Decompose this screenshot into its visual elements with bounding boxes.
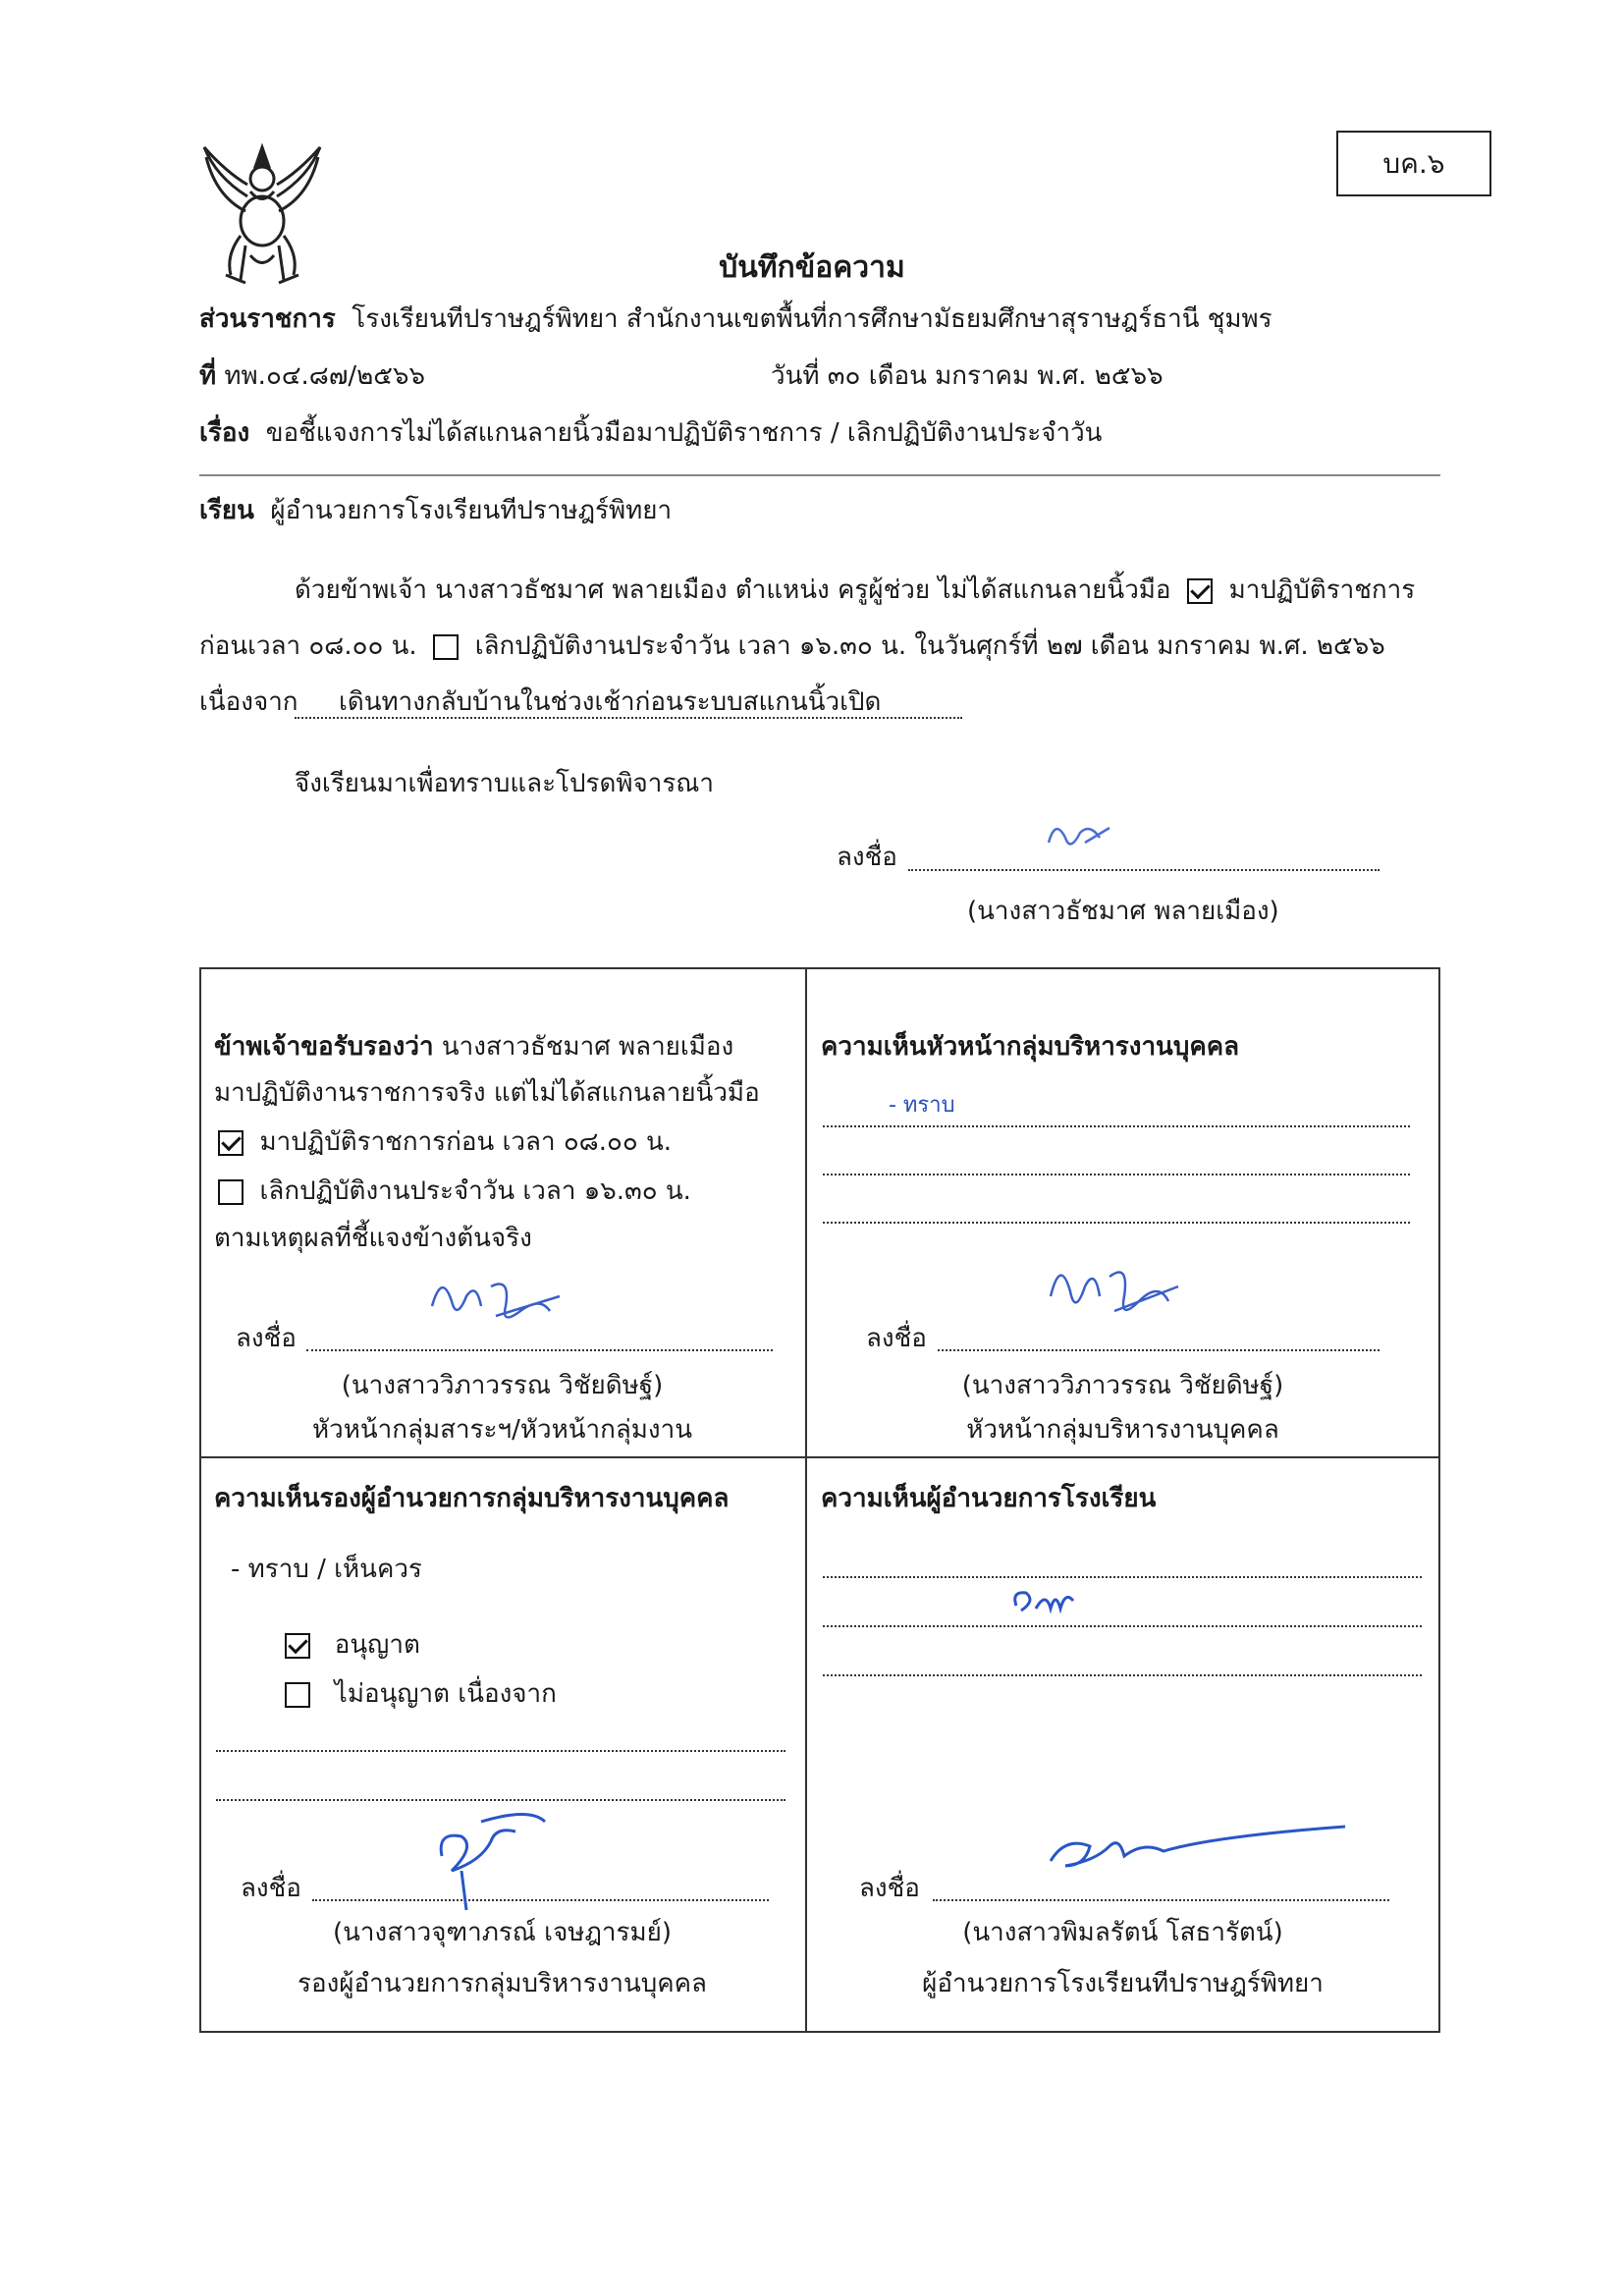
tr-dotline-1 bbox=[823, 1125, 1410, 1127]
br-sign-dotline bbox=[933, 1899, 1389, 1901]
br-title: ความเห็นผู้อำนวยการโรงเรียน bbox=[821, 1484, 1157, 1513]
ref-label: ที่ bbox=[199, 361, 217, 391]
table-vertical-divider bbox=[805, 967, 807, 2033]
bl-name: (นางสาวจุฑาภรณ์ เจษฎารมย์) bbox=[333, 1918, 672, 1947]
tl-name: (นางสาววิภาวรรณ วิชัยดิษฐ์) bbox=[341, 1371, 664, 1400]
bl-position: รองผู้อำนวยการกลุ่มบริหารงานบุคคล bbox=[298, 1969, 707, 1998]
bl-dotline-1 bbox=[216, 1750, 785, 1752]
tl-position: หัวหน้ากลุ่มสาระฯ/หัวหน้ากลุ่มงาน bbox=[312, 1415, 692, 1445]
tl-line-2: มาปฏิบัติงานราชการจริง แต่ไม่ได้สแกนลายนิ้วมือ bbox=[214, 1078, 760, 1108]
tl-opt2-row bbox=[218, 1174, 691, 1209]
tl-opt2-checkbox[interactable] bbox=[218, 1179, 244, 1205]
agency-label: ส่วนราชการ bbox=[199, 304, 336, 334]
ref-value: ทพ.๐๔.๘๗/๒๕๖๖ bbox=[224, 361, 425, 391]
tr-dotline-3 bbox=[823, 1222, 1410, 1224]
br-name: (นางสาวพิมลรัตน์ โสธารัตน์) bbox=[962, 1918, 1283, 1947]
reason-value: เดินทางกลับบ้านในช่วงเช้าก่อนระบบสแกนนิ้วเปิด bbox=[339, 687, 882, 717]
arrive-checkbox[interactable] bbox=[1187, 578, 1213, 604]
para-text-1: ด้วยข้าพเจ้า นางสาวธัชมาศ พลายเมือง ตำแหน่ง ครูผู้ช่วย ไม่ได้สแกนลายนิ้วมือ bbox=[295, 575, 1171, 605]
br-dotline-3 bbox=[823, 1674, 1422, 1676]
subject-label: เรื่อง bbox=[199, 418, 250, 448]
br-sign-label: ลงชื่อ bbox=[859, 1874, 920, 1903]
closing-text: จึงเรียนมาเพื่อทราบและโปรดพิจารณา bbox=[295, 769, 715, 798]
tl-opt1-row bbox=[218, 1124, 672, 1160]
reason-row bbox=[199, 684, 298, 720]
tr-title: ความเห็นหัวหน้ากลุ่มบริหารงานบุคคล bbox=[821, 1032, 1240, 1062]
br-position: ผู้อำนวยการโรงเรียนทีปราษฎร์พิทยา bbox=[922, 1969, 1324, 1998]
tl-title-bold: ข้าพเจ้าขอรับรองว่า bbox=[214, 1032, 434, 1062]
reason-label: เนื่องจาก bbox=[199, 687, 298, 717]
tl-sign-dotline bbox=[306, 1349, 773, 1351]
bl-opt2-label: ไม่อนุญาต เนื่องจาก bbox=[334, 1679, 557, 1709]
para-text-2: ก่อนเวลา ๐๘.๐๐ น. bbox=[199, 631, 417, 661]
tr-comment: - ทราบ bbox=[889, 1093, 955, 1118]
bl-opt1-checkbox[interactable] bbox=[285, 1633, 310, 1659]
date-label: วันที่ bbox=[771, 361, 820, 391]
tl-opt1-checkbox[interactable] bbox=[218, 1130, 244, 1156]
subject-value: ขอชี้แจงการไม่ได้สแกนลายนิ้วมือมาปฏิบัติราชการ / เลิกปฏิบัติงานประจำวัน bbox=[265, 418, 1103, 448]
bl-opt2-row bbox=[285, 1676, 557, 1712]
leave-checkbox[interactable] bbox=[433, 634, 459, 660]
tl-opt2-label: เลิกปฏิบัติงานประจำวัน เวลา ๑๖.๓๐ น. bbox=[259, 1176, 691, 1206]
bl-dotline-2 bbox=[216, 1799, 785, 1801]
tr-sign-label: ลงชื่อ bbox=[866, 1324, 927, 1353]
main-sign-dotline bbox=[908, 869, 1380, 871]
memo-title: บันทึกข้อความ bbox=[719, 250, 905, 285]
main-signature-icon bbox=[1041, 813, 1119, 866]
header-divider bbox=[199, 474, 1440, 476]
tr-dotline-2 bbox=[823, 1174, 1410, 1175]
para-line-1 bbox=[295, 573, 1415, 608]
date-value: ๓๐ เดือน มกราคม พ.ศ. ๒๕๖๖ bbox=[827, 361, 1164, 391]
bl-signature-icon bbox=[422, 1802, 560, 1919]
br-approval-mark-icon bbox=[1006, 1581, 1085, 1624]
para-line-2 bbox=[199, 629, 1385, 664]
table-horizontal-divider bbox=[199, 1456, 1440, 1458]
main-sign-label: ลงชื่อ bbox=[837, 843, 897, 872]
subject-row bbox=[199, 415, 1102, 451]
tl-title-rest: นางสาวธัชมาศ พลายเมือง bbox=[441, 1032, 734, 1062]
agency-row bbox=[199, 301, 1272, 337]
tl-opt1-label: มาปฏิบัติราชการก่อน เวลา ๐๘.๐๐ น. bbox=[259, 1127, 673, 1157]
tl-line-5: ตามเหตุผลที่ชี้แจงข้างต้นจริง bbox=[214, 1224, 532, 1253]
tl-title-row bbox=[214, 1029, 733, 1065]
br-signature-icon bbox=[1046, 1822, 1350, 1885]
bl-sign-label: ลงชื่อ bbox=[241, 1874, 301, 1903]
bl-line-1: - ทราบ / เห็นควร bbox=[231, 1555, 422, 1584]
bl-opt2-checkbox[interactable] bbox=[285, 1682, 310, 1708]
tr-sign-dotline bbox=[938, 1349, 1380, 1351]
arrive-option-label: มาปฏิบัติราชการ bbox=[1228, 575, 1416, 605]
date-row bbox=[771, 358, 1164, 394]
main-sign-name: (นางสาวธัชมาศ พลายเมือง) bbox=[967, 897, 1279, 926]
leave-option-label: เลิกปฏิบัติงานประจำวัน เวลา ๑๖.๓๐ น. ในวันศุกร์ที่ ๒๗ เดือน มกราคม พ.ศ. ๒๕๖๖ bbox=[474, 631, 1385, 661]
agency-value: โรงเรียนทีปราษฎร์พิทยา สำนักงานเขตพื้นที่การศึกษามัธยมศึกษาสุราษฎร์ธานี ชุมพร bbox=[352, 304, 1272, 334]
tr-signature-icon bbox=[1041, 1247, 1198, 1339]
bl-opt1-label: อนุญาต bbox=[334, 1630, 420, 1660]
tl-sign-label: ลงชื่อ bbox=[236, 1324, 297, 1353]
ref-row bbox=[199, 358, 425, 394]
br-dotline-2 bbox=[823, 1625, 1422, 1627]
to-row bbox=[199, 493, 672, 528]
tr-name: (นางสาววิภาวรรณ วิชัยดิษฐ์) bbox=[961, 1371, 1284, 1400]
br-dotline-1 bbox=[823, 1576, 1422, 1578]
to-value: ผู้อำนวยการโรงเรียนทีปราษฎร์พิทยา bbox=[270, 496, 673, 525]
to-label: เรียน bbox=[199, 496, 254, 525]
tr-position: หัวหน้ากลุ่มบริหารงานบุคคล bbox=[966, 1415, 1279, 1445]
bl-title: ความเห็นรองผู้อำนวยการกลุ่มบริหารงานบุคคล bbox=[214, 1484, 730, 1513]
form-code-box: บค.๖ bbox=[1336, 131, 1491, 196]
tl-signature-icon bbox=[422, 1267, 579, 1339]
bl-opt1-row bbox=[285, 1627, 420, 1663]
